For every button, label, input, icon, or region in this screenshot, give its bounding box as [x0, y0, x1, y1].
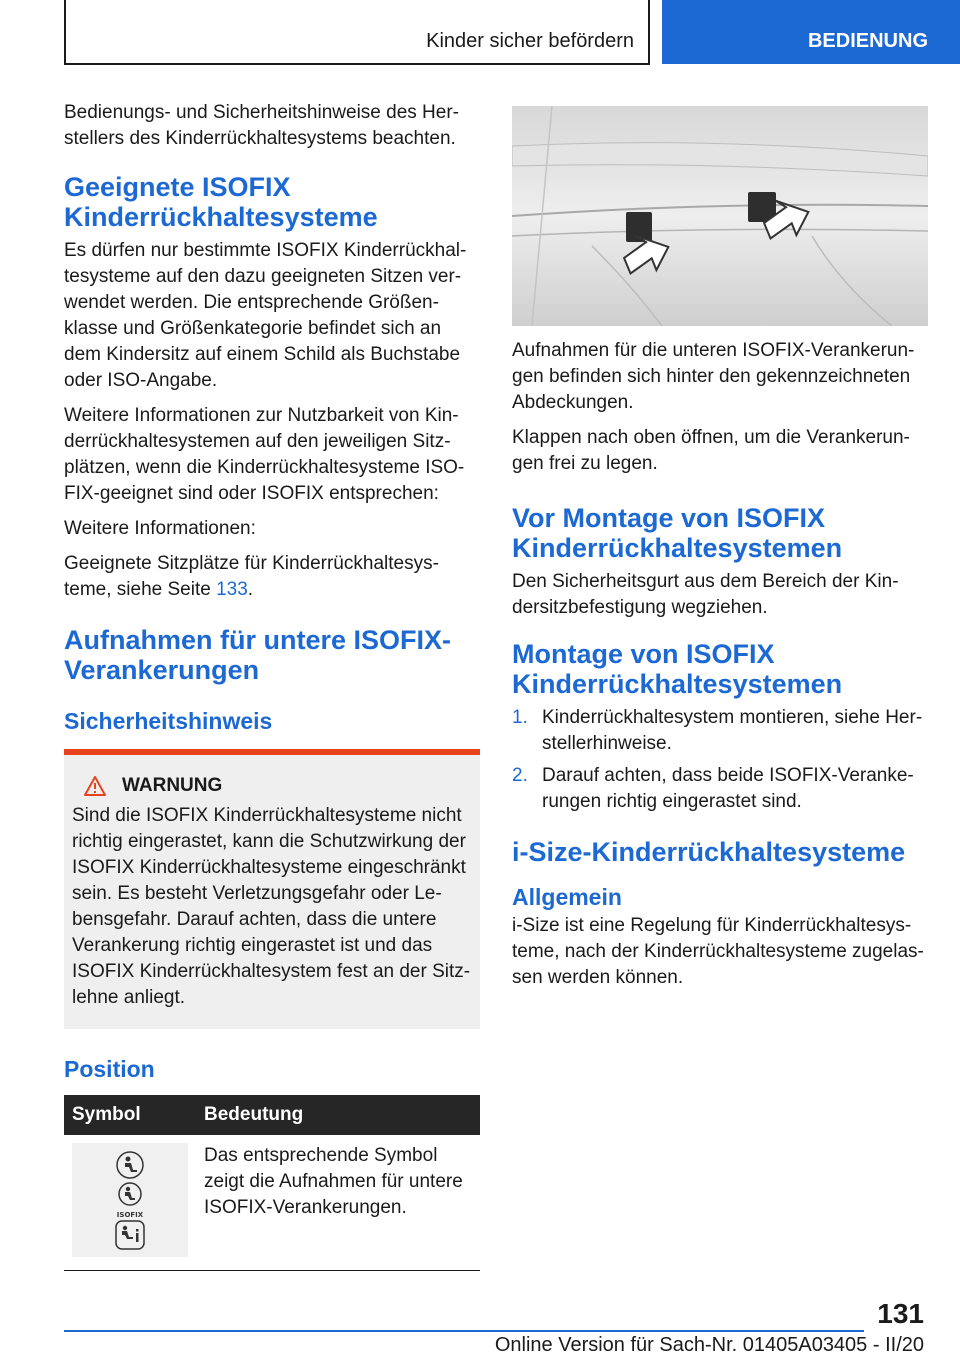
table-bottom-rule [64, 1269, 480, 1270]
warning-header [72, 775, 472, 797]
paragraph-more-info: Weitere Informationen: [64, 518, 256, 539]
step-text: Kinderrückhaltesystem montieren, siehe Her-stellerhinweise. [542, 707, 923, 754]
warning-text: Sind die ISOFIX Kinderrückhaltesysteme nicht richtig eingerastet, kann die Schutzwirkung der ISOFIX Kinderrückhaltesysteme eingeschränkt sein. Es besteht Verletzungsgefahr oder Le-bensgefahr. Darauf achten, dass die untere Verankerung richtig eingerastet ist und das ISOFIX Kinderrückhaltesystem fest an der Sitz-lehne anliegt. [72, 805, 471, 1008]
meaning-cell: Das entsprechende Symbol zeigt die Aufnahmen für untere ISOFIX-Verankerungen. [204, 1145, 463, 1218]
section-tab[interactable]: BEDIENUNG [662, 0, 960, 64]
intro-text: Bedienungs- und Sicherheitshinweise des Her-stellers des Kinderrückhaltesystems beachten. [64, 102, 460, 149]
table-header-row [64, 1095, 480, 1135]
table-header-symbol: Symbol [64, 1095, 196, 1135]
heading-isize: i-Size-Kinderrückhaltesysteme [512, 837, 906, 867]
table-header-meaning: Bedeutung [196, 1095, 480, 1135]
heading-position: Position [64, 1056, 155, 1082]
header-rule-right [648, 0, 650, 64]
step-number: 2. [512, 765, 528, 786]
list-item [512, 763, 928, 815]
online-version-text: Online Version für Sach-Nr. 01405A03405 - II/20 [494, 1334, 924, 1356]
symbol-table [64, 1095, 480, 1271]
header-rule-bottom [64, 63, 650, 65]
page-header [0, 0, 960, 66]
paragraph-suitable-1: Es dürfen nur bestimmte ISOFIX Kinderrückhal-tesysteme auf den dazu geeigneten Sitzen ver-wendet werden. Die entsprechende Größen-klasse und Größenkategorie befindet sich an dem Kindersitz auf einem Schild als Buchstabe oder ISO-Angabe. [64, 240, 467, 391]
table-row [64, 1135, 480, 1269]
warning-title: WARNUNG [122, 775, 223, 796]
footer-rule [64, 1330, 864, 1332]
paragraph-seats [64, 551, 480, 603]
seats-suffix: . [247, 579, 254, 600]
warning-triangle-icon [84, 776, 106, 796]
isofix-symbols [72, 1143, 188, 1257]
seat-isofix-photo [512, 106, 928, 326]
heading-mounting: Montage von ISOFIX Kinderrückhaltesystemen [512, 639, 843, 699]
symbol-cell [64, 1135, 196, 1269]
paragraph-suitable-2: Weitere Informationen zur Nutzbarkeit von Kin-derrückhaltesystemen auf den jeweiligen Sitz-plätzen, wenn die Kinderrückhaltesysteme ISO-FIX-geeignet sind oder ISOFIX entsprechen: [64, 405, 465, 504]
isofix-label: ISOFIX [116, 1210, 144, 1219]
child-seat-icon [115, 1150, 145, 1180]
warning-box [64, 749, 480, 1029]
heading-suitable-isofix: Geeignete ISOFIX Kinderrückhaltesysteme [64, 172, 378, 232]
right-column [512, 106, 928, 1000]
paragraph-before: Den Sicherheitsgurt aus dem Bereich der Kin-dersitzbefestigung wegziehen. [512, 571, 899, 618]
header-rule-left [64, 0, 66, 64]
paragraph-isize: i-Size ist eine Regelung für Kinderrückhaltesys-teme, nach der Kinderrückhaltesysteme zugelas-sen werden können. [512, 915, 924, 988]
heading-lower-anchorages: Aufnahmen für untere ISOFIX-Verankerungen [64, 625, 452, 685]
paragraph-mounts-1: Aufnahmen für die unteren ISOFIX-Verankerun-gen befinden sich hinter den gekennzeichneten Abdeckungen. [512, 340, 915, 413]
chapter-title: Kinder sicher befördern [426, 30, 634, 52]
step-number: 1. [512, 707, 528, 728]
page-link-133[interactable]: 133 [216, 579, 248, 600]
left-column [64, 100, 480, 1271]
isofix-child-seat-icon [115, 1181, 145, 1219]
heading-general: Allgemein [512, 884, 622, 910]
child-seat-info-icon [115, 1220, 145, 1250]
page-number: 131 [877, 1298, 924, 1329]
mounting-steps [512, 705, 928, 815]
step-text: Darauf achten, dass beide ISOFIX-Veranke-rungen richtig eingerastet sind. [542, 765, 914, 812]
heading-before-mounting: Vor Montage von ISOFIX Kinderrückhaltesystemen [512, 503, 843, 563]
heading-safety-note: Sicherheitshinweis [64, 708, 273, 734]
list-item [512, 705, 928, 757]
seats-text: Geeignete Sitzplätze für Kinderrückhaltesys-teme, siehe Seite [64, 553, 439, 600]
paragraph-mounts-2: Klappen nach oben öffnen, um die Verankerun-gen frei zu legen. [512, 427, 910, 474]
